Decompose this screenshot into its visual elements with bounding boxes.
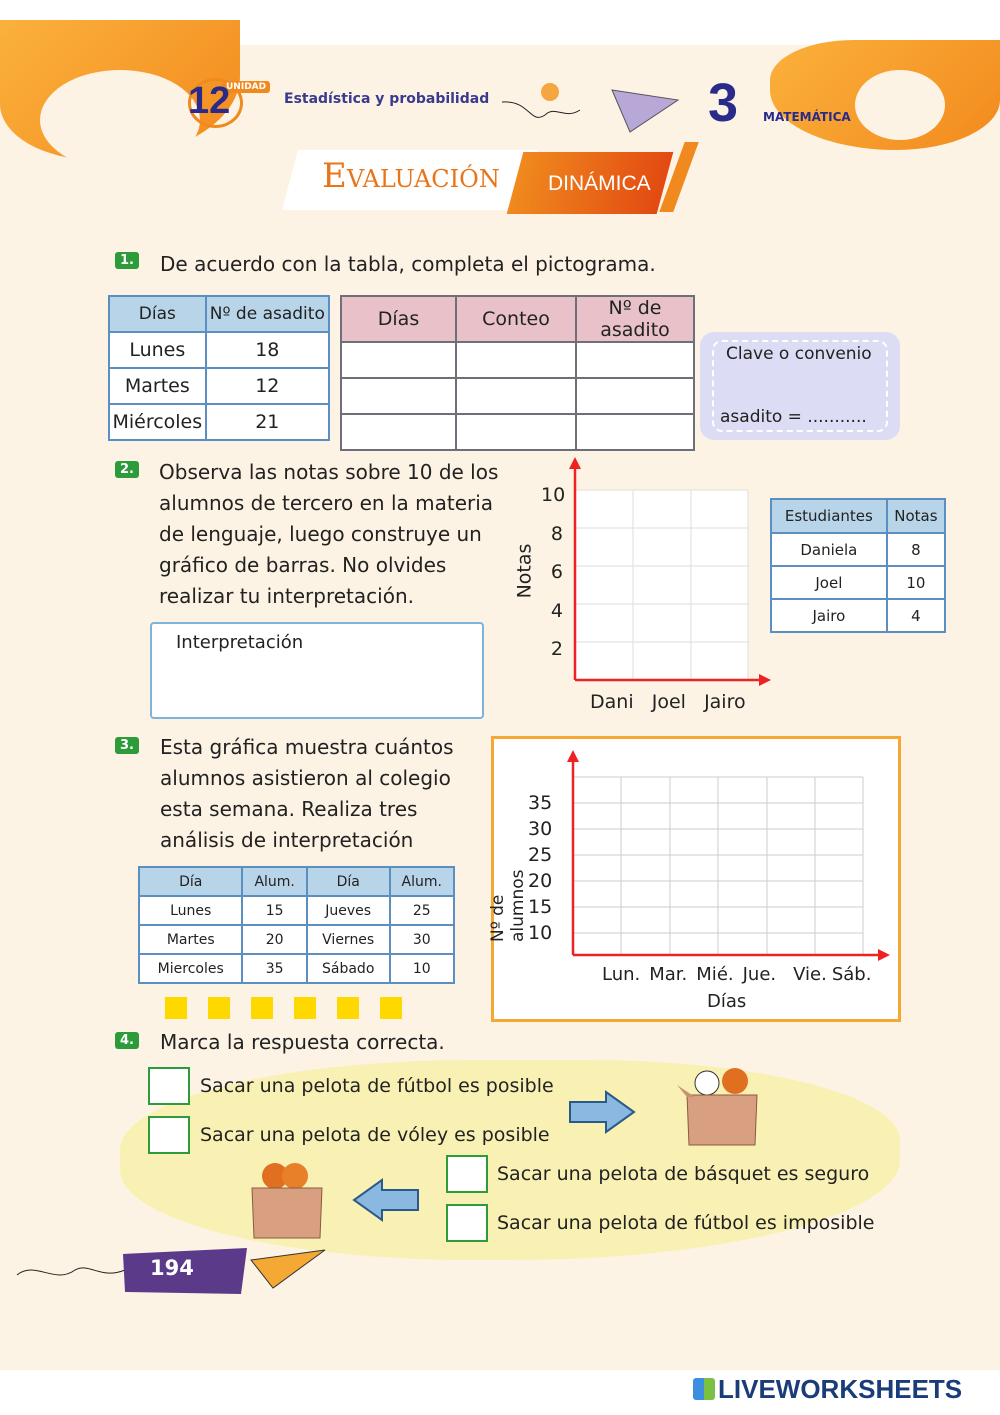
asadito-table	[108, 295, 330, 441]
header-cell: Días	[341, 296, 456, 342]
answer-square[interactable]	[165, 997, 187, 1019]
question-text: Esta gráfica muestra cuántos alumnos asistieron al colegio esta semana. Realiza tres análisis de interpretación	[160, 735, 454, 852]
header-cell: Nº de asadito	[576, 296, 694, 342]
brand-name: LIVEWORKSHEETS	[718, 1374, 963, 1404]
cell: Jueves	[307, 896, 390, 925]
topic: Estadística y probabilidad	[284, 91, 490, 107]
cell: 30	[390, 925, 455, 954]
option-checkbox[interactable]	[446, 1204, 488, 1242]
cell: 20	[242, 925, 306, 954]
subject: MATEMÁTICA	[763, 110, 851, 124]
answer-square[interactable]	[251, 997, 273, 1019]
box-soccer-basketball-icon	[675, 1065, 770, 1150]
notas-table	[770, 498, 946, 633]
unit-label: UNIDAD	[222, 81, 270, 93]
header-cell: Nº de asadito	[206, 296, 329, 332]
cell: 8	[887, 533, 945, 566]
x-tick-labels	[590, 691, 746, 713]
header-cell: Alum.	[390, 867, 455, 896]
interpretation-box[interactable]	[150, 622, 484, 719]
asistencia-chart[interactable]	[560, 748, 895, 968]
cell: 12	[206, 368, 329, 404]
y-tick: 20	[528, 870, 553, 892]
option-checkbox[interactable]	[148, 1116, 190, 1154]
question-number: 2.	[115, 461, 139, 478]
y-tick: 10	[528, 922, 553, 944]
header-cell: Estudiantes	[771, 499, 887, 533]
question-number: 3.	[115, 737, 139, 754]
header-cell: Días	[109, 296, 206, 332]
option-label: Sacar una pelota de básquet es seguro	[497, 1163, 870, 1185]
cell: Viernes	[307, 925, 390, 954]
answer-cell[interactable]	[341, 414, 456, 450]
y-tick: 25	[528, 844, 553, 866]
interpretation-label: Interpretación	[176, 632, 304, 653]
key-title: Clave o convenio	[726, 344, 872, 364]
cell: Martes	[139, 925, 242, 954]
option-label: Sacar una pelota de fútbol es posible	[200, 1075, 554, 1097]
decor-cutout	[40, 70, 200, 170]
answer-cell[interactable]	[576, 414, 694, 450]
cell: 4	[887, 599, 945, 632]
cell: 15	[242, 896, 306, 925]
title-evaluacion: Evaluación	[322, 156, 500, 196]
y-tick: 15	[528, 896, 553, 918]
y-axis-label: Notas	[513, 543, 536, 599]
x-tick: Joel	[651, 691, 686, 713]
header-cell: Día	[307, 867, 390, 896]
x-tick-labels: Lun. Mar. Mié. Jue. Vie. Sáb.	[602, 964, 872, 985]
question-number: 1.	[115, 252, 139, 269]
answer-squares	[165, 997, 402, 1019]
answer-square[interactable]	[294, 997, 316, 1019]
pictogram-table	[340, 295, 695, 451]
x-tick: Jairo	[704, 691, 746, 713]
cell: Martes	[109, 368, 206, 404]
answer-cell[interactable]	[576, 342, 694, 378]
answer-cell[interactable]	[341, 342, 456, 378]
y-tick: 4	[550, 599, 563, 622]
decor-cutout	[855, 70, 945, 140]
arrow-right-icon	[568, 1090, 638, 1135]
y-tick: 30	[528, 818, 553, 840]
y-tick: 10	[541, 484, 566, 506]
question-number: 4.	[115, 1032, 139, 1049]
cell: 21	[206, 404, 329, 440]
liveworksheets-logo-icon	[693, 1378, 715, 1400]
option-label: Sacar una pelota de fútbol es imposible	[497, 1212, 875, 1234]
y-axis-label: Nº de alumnos	[488, 869, 528, 942]
key-box	[700, 332, 900, 440]
answer-cell[interactable]	[456, 378, 576, 414]
cell: Lunes	[139, 896, 242, 925]
unit-number: 12	[188, 80, 231, 122]
header-cell: Día	[139, 867, 242, 896]
box-basketballs-icon	[240, 1158, 335, 1243]
x-tick: Dani	[590, 691, 634, 713]
key-line[interactable]: asadito = ...........	[720, 407, 867, 427]
question-text: Observa las notas sobre 10 de los alumnos de tercero en la materia de lenguaje, luego construye un gráfico de barras. No olvides realizar tu interpretación.	[159, 460, 499, 608]
cell: Miercoles	[139, 954, 242, 983]
question-text: De acuerdo con la tabla, completa el pictograma.	[160, 252, 656, 276]
cell: 18	[206, 332, 329, 368]
answer-square[interactable]	[337, 997, 359, 1019]
y-tick-labels	[528, 790, 552, 946]
cell: Miércoles	[109, 404, 206, 440]
cell: 10	[390, 954, 455, 983]
question-text: Marca la respuesta correcta.	[160, 1030, 445, 1054]
header-cell: Conteo	[456, 296, 576, 342]
cell: Daniela	[771, 533, 887, 566]
title-dinamica: DINÁMICA	[548, 172, 651, 195]
y-tick-labels	[541, 476, 566, 669]
y-tick: 2	[550, 638, 563, 660]
cell: Joel	[771, 566, 887, 599]
cell: Sábado	[307, 954, 390, 983]
cell: 10	[887, 566, 945, 599]
answer-cell[interactable]	[456, 414, 576, 450]
page-number: 194	[150, 1256, 194, 1280]
cell: Lunes	[109, 332, 206, 368]
answer-cell[interactable]	[576, 378, 694, 414]
y-tick: 8	[550, 522, 563, 545]
option-checkbox[interactable]	[148, 1067, 190, 1105]
cell: Jairo	[771, 599, 887, 632]
answer-cell[interactable]	[341, 378, 456, 414]
answer-square[interactable]	[208, 997, 230, 1019]
cell: 35	[242, 954, 306, 983]
y-tick: 6	[550, 561, 563, 583]
x-axis-label: Días	[707, 991, 747, 1012]
option-label: Sacar una pelota de vóley es posible	[200, 1124, 550, 1146]
option-checkbox[interactable]	[446, 1155, 488, 1193]
asistencia-table	[138, 866, 455, 984]
grade-number: 3	[708, 73, 739, 133]
header-cell: Alum.	[242, 867, 306, 896]
header-cell: Notas	[887, 499, 945, 533]
arrow-left-icon	[350, 1178, 420, 1223]
paper-plane-icon	[500, 80, 690, 140]
answer-cell[interactable]	[456, 342, 576, 378]
y-tick: 35	[528, 792, 553, 814]
cell: 25	[390, 896, 455, 925]
answer-square[interactable]	[380, 997, 402, 1019]
